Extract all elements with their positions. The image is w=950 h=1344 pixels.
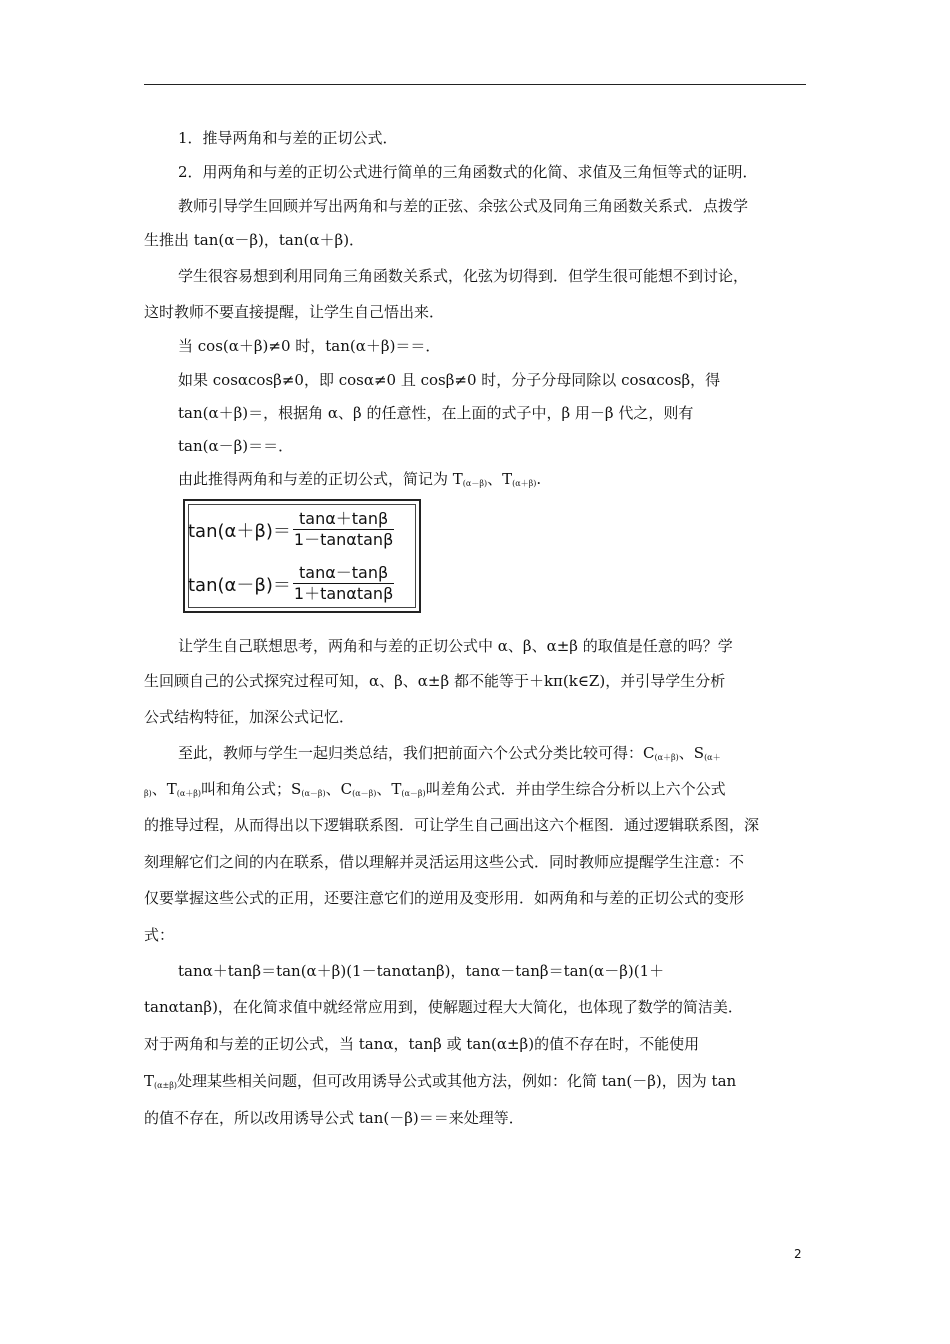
para7-line6: 式： [144, 926, 175, 944]
t-diff-sub: (α－β) [462, 479, 488, 488]
formula-tan-diff-numerator: tanα－tanβ [293, 563, 394, 584]
t-pm-sub: (α±β) [154, 1081, 177, 1090]
para8-line1: tanα＋tanβ＝tan(α＋β)(1－tanαtanβ)，tanα－tanβ＝tan(α－β)(1＋ [178, 962, 665, 980]
s-diff-sub: (α－β) [301, 789, 326, 798]
para8-line5: 的值不存在，所以改用诱导公式 tan(－β)＝＝来处理等． [144, 1109, 524, 1127]
para5-line [178, 469, 541, 494]
formula-tan-diff [188, 563, 394, 604]
para4-line2: tan(α＋β)＝，根据角 α、β 的任意性，在上面的式子中，β 用－β 代之，则有 [178, 404, 694, 422]
para7-line1 [178, 743, 721, 768]
t-sum-sub: (α＋β) [512, 479, 537, 488]
formula-box [183, 499, 421, 613]
formula-tan-diff-fraction [293, 563, 394, 604]
s-sum-sub-cont: β) [144, 789, 152, 798]
para3-line1: 当 cos(α＋β)≠0 时，tan(α＋β)＝＝． [178, 337, 441, 355]
para7-line5: 仅要掌握这些公式的正用，还要注意它们的逆用及变形用．如两角和与差的正切公式的变形 [144, 889, 745, 907]
para5-end: . [536, 470, 542, 488]
s-sum: 、S [678, 744, 705, 762]
para7-line1-text: 至此，教师与学生一起归类总结，我们把前面六个公式分类比较可得： [178, 744, 644, 762]
formula-tan-sum-denominator: 1－tanαtanβ [293, 530, 394, 549]
para6-line1: 让学生自己联想思考，两角和与差的正切公式中 α、β、α±β 的取值是任意的吗？学 [178, 637, 733, 655]
page-number: 2 [794, 1247, 802, 1261]
formula-tan-sum [188, 509, 394, 550]
t-pm: T [144, 1072, 155, 1090]
para7-line2 [144, 779, 726, 804]
c-sum: C [643, 744, 655, 762]
formula-tan-sum-numerator: tanα＋tanβ [293, 509, 394, 530]
para2-line2: 这时教师不要直接提醒，让学生自己悟出来． [144, 303, 445, 321]
para2-line1: 学生很容易想到利用同角三角函数关系式，化弦为切得到．但学生很可能想不到讨论， [178, 267, 749, 285]
para8-line3: 对于两角和与差的正切公式，当 tanα，tanβ 或 tan(α±β)的值不存在时，不能使用 [144, 1035, 700, 1053]
para8-line4 [144, 1071, 736, 1096]
para7-line2-e: 叫差角公式．并由学生综合分析以上六个公式 [425, 780, 726, 798]
t-sum-2: 、T [151, 780, 177, 798]
para7-line4: 刻理解它们之间的内在联系，借以理解并灵活运用这些公式．同时教师应提醒学生注意：不 [144, 853, 745, 871]
para1-line1: 教师引导学生回顾并写出两角和与差的正弦、余弦公式及同角三角函数关系式．点拨学 [178, 197, 749, 215]
formula-tan-diff-lhs: tan(α－β)＝ [188, 574, 291, 596]
para8-line4-rest: 处理某些相关问题，但可改用诱导公式或其他方法，例如：化简 tan(－β)，因为 tan [177, 1072, 737, 1090]
para4-line1: 如果 cosαcosβ≠0，即 cosα≠0 且 cosβ≠0 时，分子分母同除以 cosαcosβ，得 [178, 371, 721, 389]
para4-line3: tan(α－β)＝＝． [178, 437, 294, 455]
t-diff: T [452, 470, 463, 488]
para7-line3: 的推导过程，从而得出以下逻辑联系图．可让学生自己画出这六个框图．通过逻辑联系图，深 [144, 816, 760, 834]
goal-2: 2．用两角和与差的正切公式进行简单的三角函数式的化简、求值及三角恒等式的证明． [178, 163, 758, 181]
t-sum: T [502, 470, 513, 488]
t-sum-2-sub: (α＋β) [176, 789, 202, 798]
para5-text: 由此推得两角和与差的正切公式，简记为 [178, 470, 453, 488]
t-diff-2: 、T [376, 780, 402, 798]
c-diff-sub: (α－β) [352, 789, 377, 798]
s-sum-sub: (α＋ [704, 753, 721, 762]
formula-tan-sum-fraction [293, 509, 394, 550]
para7-line2-b: 叫和角公式；S [201, 780, 302, 798]
t-diff-2-sub: (α－β) [401, 789, 426, 798]
para1-line2: 生推出 tan(α－β)，tan(α＋β)． [144, 231, 365, 249]
para5-sep: 、 [487, 470, 503, 488]
para6-line2: 生回顾自己的公式探究过程可知，α、β、α±β 都不能等于＋kπ(k∈Z)，并引导学生分析 [144, 672, 726, 690]
goal-1: 1．推导两角和与差的正切公式． [178, 129, 398, 147]
c-diff: 、C [325, 780, 353, 798]
para8-line2: tanαtanβ)，在化简求值中就经常应用到，使解题过程大大简化，也体现了数学的简洁美． [144, 998, 743, 1016]
c-sum-sub: (α＋β) [654, 753, 679, 762]
header-rule [144, 84, 806, 85]
para6-line3: 公式结构特征，加深公式记忆． [144, 708, 355, 726]
formula-tan-diff-denominator: 1＋tanαtanβ [293, 584, 394, 603]
formula-tan-sum-lhs: tan(α＋β)＝ [188, 520, 291, 542]
